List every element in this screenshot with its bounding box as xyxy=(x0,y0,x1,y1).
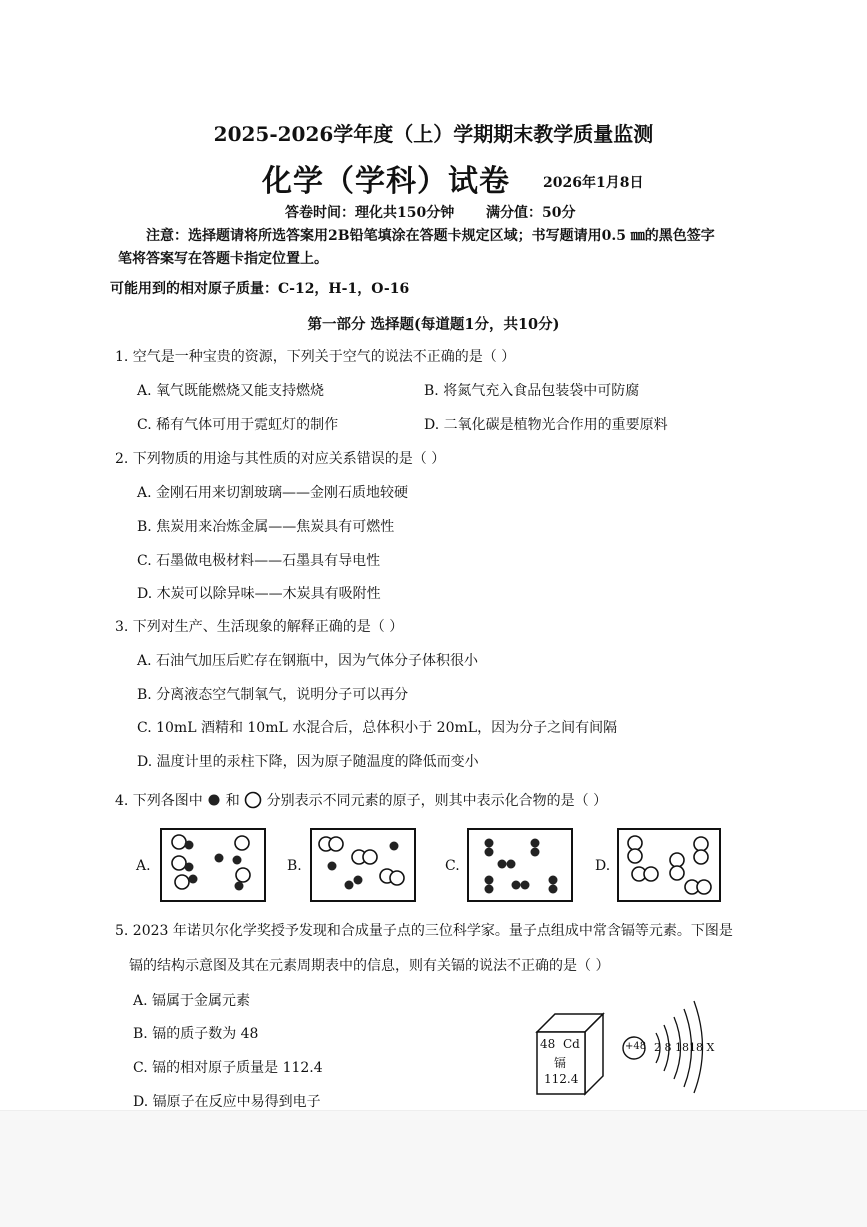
exam-date: 2026年1月8日 xyxy=(543,175,644,191)
atomic-mass-line: 可能用到的相对原子质量：C-12，H-1，O-16 xyxy=(110,281,410,297)
element-symbol: Cd xyxy=(563,1037,580,1051)
time-label: 答卷时间：理化共150分钟 xyxy=(285,205,455,221)
q4-stem-part-2: 和 xyxy=(225,793,240,809)
question-3-stem: 3. 下列对生产、生活现象的解释正确的是（ ） xyxy=(115,619,404,635)
molecule-diagram-b xyxy=(312,830,414,900)
page-background-bottom xyxy=(0,1110,867,1227)
electron-shell-counts: 2 8 1818 X xyxy=(654,1041,715,1054)
q5-option-d: D. 镉原子在反应中易得到电子 xyxy=(133,1094,321,1110)
q2-option-c: C. 石墨做电极材料——石墨具有导电性 xyxy=(137,553,381,569)
molecule-diagram-a xyxy=(162,830,264,900)
exam-meta xyxy=(285,202,575,222)
q4-label-d: D. xyxy=(595,858,611,874)
q1-option-b: B. 将氮气充入食品包装袋中可防腐 xyxy=(424,383,640,399)
q4-label-c: C. xyxy=(445,858,460,874)
q3-option-b: B. 分离液态空气制氧气，说明分子可以再分 xyxy=(137,687,409,703)
exam-title: 2025-2026学年度（上）学期期末教学质量监测 xyxy=(213,122,654,146)
q2-option-b: B. 焦炭用来冶炼金属——焦炭具有可燃性 xyxy=(137,519,395,535)
note-line-2: 笔将答案写在答题卡指定位置上。 xyxy=(118,251,328,267)
q2-option-d: D. 木炭可以除异味——木炭具有吸附性 xyxy=(137,586,381,602)
q4-diagram-d xyxy=(617,828,721,902)
note-line-1: 注意：选择题请将所选答案用2B铅笔填涂在答题卡规定区域；书写题请用0.5 ㎜的黑色签字 xyxy=(146,228,715,244)
section-title: 第一部分 选择题(每道题1分，共10分) xyxy=(307,316,560,333)
q1-option-c: C. 稀有气体可用于霓虹灯的制作 xyxy=(137,417,339,433)
q5-option-a: A. 镉属于金属元素 xyxy=(133,993,251,1009)
score-label: 满分值：50分 xyxy=(485,205,576,221)
element-name: 镉 xyxy=(554,1056,567,1070)
q3-option-c: C. 10mL 酒精和 10mL 水混合后，总体积小于 20mL，因为分子之间有间隔 xyxy=(137,720,618,736)
q4-label-b: B. xyxy=(287,858,302,874)
molecule-diagram-d xyxy=(619,830,719,900)
q1-option-a: A. 氧气既能燃烧又能支持燃烧 xyxy=(137,383,325,399)
question-5-stem-line-1: 5. 2023 年诺贝尔化学奖授予发现和合成量子点的三位科学家。量子点组成中常含镉等元素。下图是 xyxy=(115,923,733,939)
black-atom-icon xyxy=(207,793,221,807)
q3-option-d: D. 温度计里的汞柱下降，因为原子随温度的降低而变小 xyxy=(137,754,479,770)
question-4-stem xyxy=(115,790,607,810)
cadmium-atom-structure xyxy=(618,995,728,1095)
subject-title: 化学（学科）试卷 xyxy=(262,164,510,199)
q4-label-a: A. xyxy=(136,858,151,874)
q4-diagram-a xyxy=(160,828,266,902)
q1-option-d: D. 二氧化碳是植物光合作用的重要原料 xyxy=(424,417,668,433)
q4-diagram-b xyxy=(310,828,416,902)
q4-stem-part-1: 4. 下列各图中 xyxy=(115,793,203,809)
element-atomic-number: 48 xyxy=(540,1037,556,1051)
q4-diagram-c xyxy=(467,828,573,902)
q2-option-a: A. 金刚石用来切割玻璃——金刚石质地较硬 xyxy=(137,485,409,501)
q4-stem-part-3: 分别表示不同元素的原子，则其中表示化合物的是（ ） xyxy=(266,793,608,809)
nucleus-charge: +48 xyxy=(625,1041,647,1052)
question-1-stem: 1. 空气是一种宝贵的资源，下列关于空气的说法不正确的是（ ） xyxy=(115,349,516,365)
question-5-stem-line-2: 镉的结构示意图及其在元素周期表中的信息，则有关镉的说法不正确的是（ ） xyxy=(129,958,610,974)
white-atom-icon xyxy=(244,791,262,809)
question-2-stem: 2. 下列物质的用途与其性质的对应关系错误的是（ ） xyxy=(115,451,446,467)
element-card-cadmium xyxy=(533,1010,605,1096)
q3-option-a: A. 石油气加压后贮存在钢瓶中，因为气体分子体积很小 xyxy=(137,653,479,669)
element-mass: 112.4 xyxy=(544,1072,579,1086)
molecule-diagram-c xyxy=(469,830,571,900)
q5-option-b: B. 镉的质子数为 48 xyxy=(133,1026,259,1042)
q5-option-c: C. 镉的相对原子质量是 112.4 xyxy=(133,1060,323,1076)
